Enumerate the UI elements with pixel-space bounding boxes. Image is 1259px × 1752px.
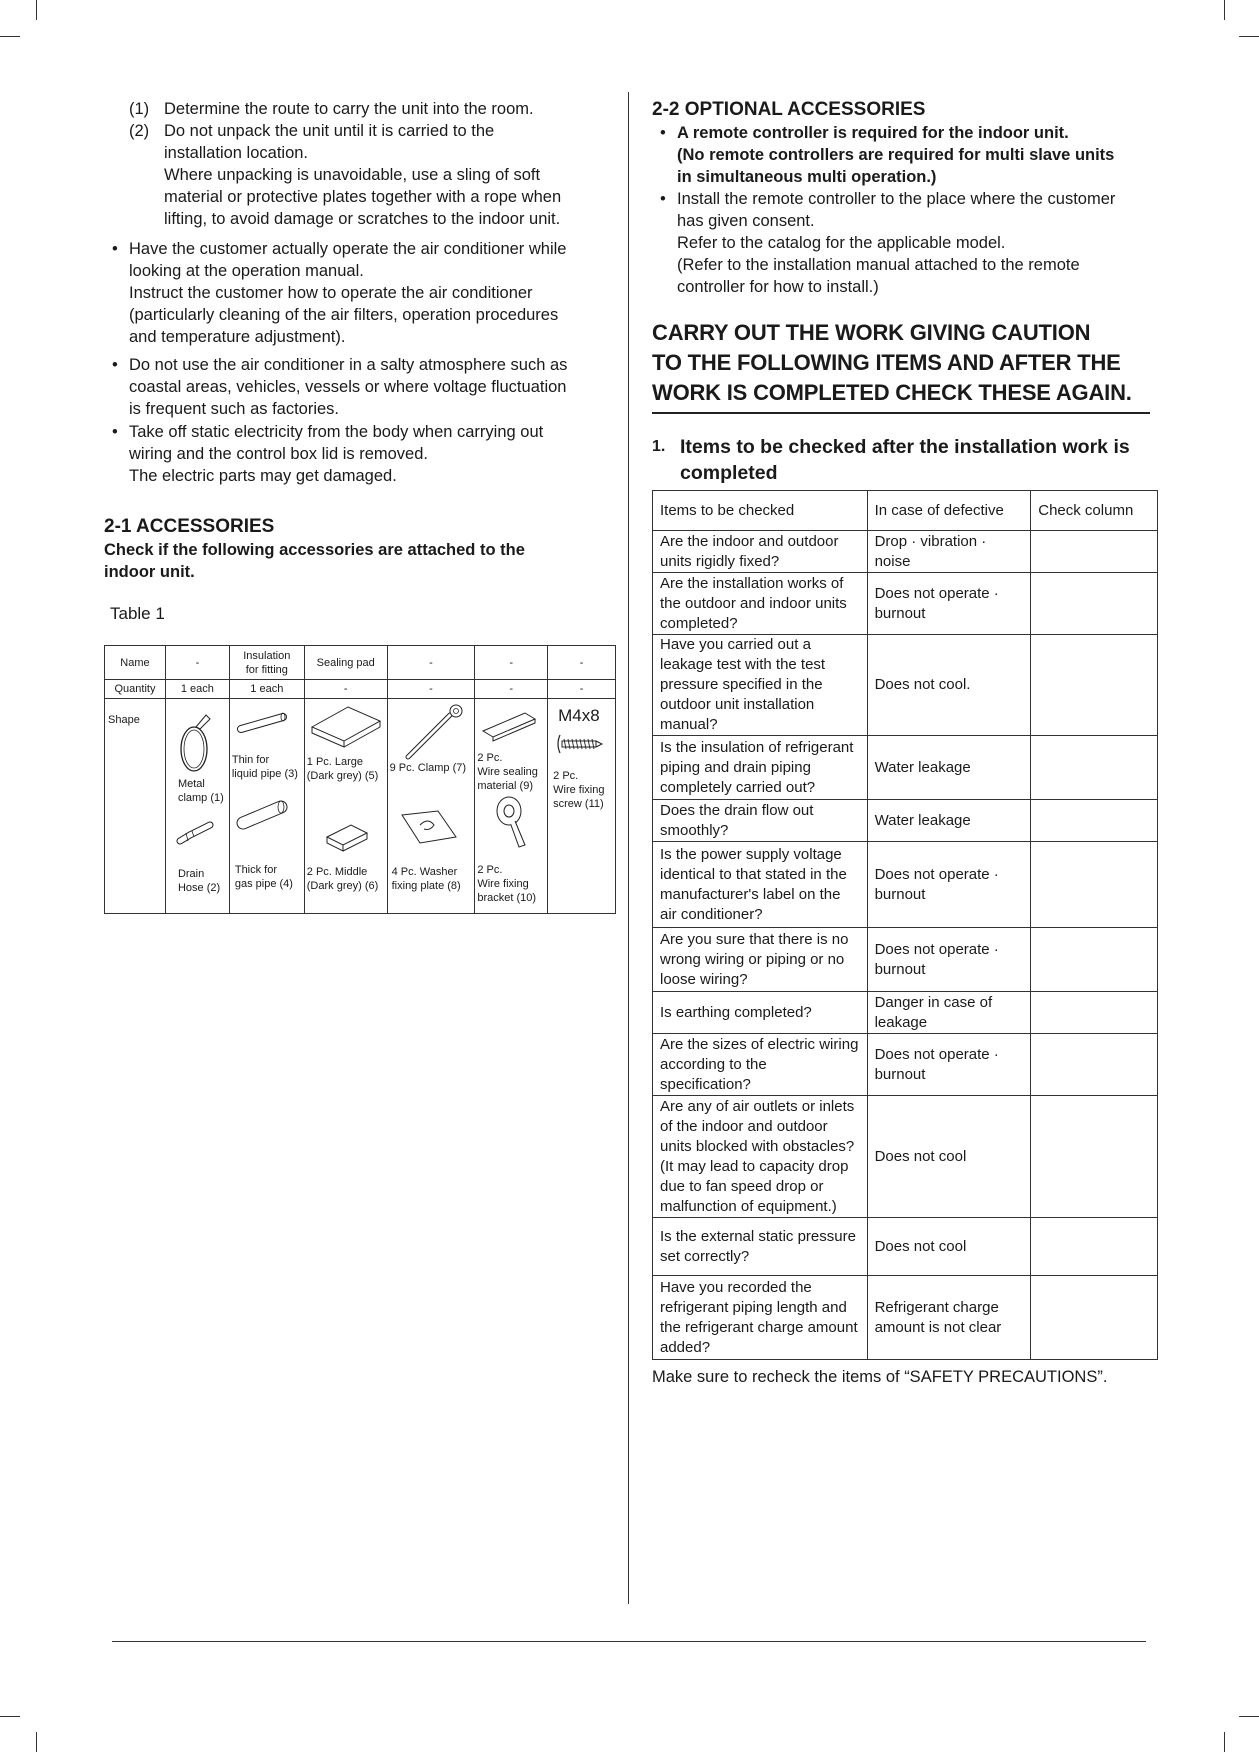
check-column-cell[interactable] bbox=[1031, 1276, 1158, 1360]
check-item-cell: Does the drain flow out smoothly? bbox=[653, 800, 868, 842]
left-column bbox=[104, 98, 616, 914]
column-header: Check column bbox=[1031, 491, 1158, 531]
bullet-dot: • bbox=[660, 190, 666, 208]
bullet-dot: • bbox=[112, 423, 118, 441]
crop-mark bbox=[0, 1716, 20, 1717]
large-pad-label: 1 Pc. Large (Dark grey) (5) bbox=[306, 756, 379, 782]
caution-heading bbox=[652, 318, 1150, 414]
shape-cell bbox=[475, 699, 548, 914]
thick-pipe-insulation-icon bbox=[235, 797, 295, 831]
table-row bbox=[653, 736, 1158, 800]
bullet-text: (No remote controllers are required for multi slave units bbox=[677, 146, 1115, 164]
crop-mark bbox=[0, 36, 20, 37]
check-item-cell: Have you recorded the refrigerant piping length and the refrigerant charge amount added? bbox=[653, 1276, 868, 1360]
accessories-table bbox=[104, 645, 616, 914]
bullet-text: in simultaneous multi operation.) bbox=[677, 168, 937, 186]
check-heading-number: 1. bbox=[652, 438, 666, 455]
shape-cell bbox=[165, 699, 229, 914]
check-column-cell[interactable] bbox=[1031, 573, 1158, 635]
shape-cell bbox=[229, 699, 304, 914]
name-cell: - bbox=[165, 646, 229, 680]
check-column-cell[interactable] bbox=[1031, 531, 1158, 573]
crop-mark bbox=[1224, 0, 1225, 20]
table-row bbox=[653, 1218, 1158, 1276]
table-row bbox=[653, 1034, 1158, 1096]
bullet-item bbox=[104, 421, 616, 487]
table-row bbox=[653, 842, 1158, 928]
column-header: Items to be checked bbox=[653, 491, 868, 531]
check-item-cell: Are the installation works of the outdoor and indoor units completed? bbox=[653, 573, 868, 635]
check-item-cell: Is the power supply voltage identical to that stated in the manufacturer's label on the air conditioner? bbox=[653, 842, 868, 928]
step-text: Determine the route to carry the unit into the room. bbox=[164, 100, 534, 118]
bullet-dot: • bbox=[112, 356, 118, 374]
drain-hose-icon bbox=[176, 817, 216, 851]
check-item-cell: Are you sure that there is no wrong wiring or piping or no loose wiring? bbox=[653, 928, 868, 992]
large-sealing-pad-icon bbox=[308, 703, 384, 751]
bullet-text: (particularly cleaning of the air filters, operation procedures bbox=[129, 306, 559, 324]
check-item-cell: Have you carried out a leakage test with the test pressure specified in the outdoor unit installation manual? bbox=[653, 635, 868, 736]
thin-pipe-label: Thin for liquid pipe (3) bbox=[231, 754, 298, 780]
caution-line: WORK IS COMPLETED CHECK THESE AGAIN. bbox=[652, 380, 1132, 405]
washer-plate-icon bbox=[398, 807, 462, 851]
check-heading bbox=[652, 434, 1152, 486]
wire-bracket-label: 2 Pc. Wire fixing bracket (10) bbox=[477, 864, 537, 904]
bullet-dot: • bbox=[660, 124, 666, 142]
wire-sealing-label: 2 Pc. Wire sealing material (9) bbox=[477, 752, 538, 792]
quantity-cell: - bbox=[548, 680, 616, 699]
check-heading-line: completed bbox=[680, 462, 778, 484]
check-item-cell: Is the external static pressure set correctly? bbox=[653, 1218, 868, 1276]
defect-cell: Water leakage bbox=[867, 736, 1031, 800]
bullet-text: Do not use the air conditioner in a salty atmosphere such as bbox=[129, 356, 568, 374]
bullet-text: and temperature adjustment). bbox=[129, 328, 346, 346]
middle-pad-label: 2 Pc. Middle (Dark grey) (6) bbox=[306, 866, 379, 892]
crop-mark bbox=[1239, 1716, 1259, 1717]
defect-cell: Drop · vibration · noise bbox=[867, 531, 1031, 573]
defect-cell: Does not operate · burnout bbox=[867, 573, 1031, 635]
check-column-cell[interactable] bbox=[1031, 1034, 1158, 1096]
quantity-cell: - bbox=[387, 680, 475, 699]
bullet-text: has given consent. bbox=[677, 212, 815, 230]
step-text: Do not unpack the unit until it is carried to the bbox=[164, 122, 495, 140]
step-text: installation location. bbox=[164, 144, 309, 162]
check-item-cell: Are the indoor and outdoor units rigidly fixed? bbox=[653, 531, 868, 573]
screw-size-label: M4x8 bbox=[558, 706, 600, 725]
accessories-heading: 2-1 ACCESSORIES bbox=[104, 516, 275, 537]
check-item-cell: Are any of air outlets or inlets of the indoor and outdoor units blocked with obstacles? (It may lead to capacity drop due to fan speed drop or malfunction of equipment.) bbox=[653, 1096, 868, 1218]
step-number: (2) bbox=[129, 122, 150, 140]
name-cell: - bbox=[387, 646, 475, 680]
bullet-text: Have the customer actually operate the air conditioner while bbox=[129, 240, 567, 258]
bullet-text: Install the remote controller to the place where the customer bbox=[677, 190, 1116, 208]
row-label: Shape bbox=[105, 699, 166, 914]
defect-cell: Water leakage bbox=[867, 800, 1031, 842]
accessories-subheading: indoor unit. bbox=[104, 563, 195, 581]
shape-cell bbox=[548, 699, 616, 914]
table-header-row bbox=[653, 491, 1158, 531]
right-column bbox=[652, 98, 1152, 1388]
footer-rule bbox=[112, 1641, 1146, 1642]
bullet-text: controller for how to install.) bbox=[677, 278, 879, 296]
metal-clamp-icon bbox=[176, 707, 216, 777]
table-row bbox=[653, 800, 1158, 842]
step-1 bbox=[129, 98, 616, 120]
bullet-text: (Refer to the installation manual attached to the remote bbox=[677, 256, 1080, 274]
bullet-item bbox=[652, 122, 1152, 188]
bullet-text: is frequent such as factories. bbox=[129, 400, 340, 418]
shape-row bbox=[105, 699, 616, 914]
quantity-cell: - bbox=[475, 680, 548, 699]
row-label: Name bbox=[105, 646, 166, 680]
recheck-note: Make sure to recheck the items of “SAFETY PRECAUTIONS”. bbox=[652, 1368, 1108, 1386]
check-column-cell[interactable] bbox=[1031, 635, 1158, 736]
defect-cell: Does not operate · burnout bbox=[867, 928, 1031, 992]
check-item-cell: Is the insulation of refrigerant piping and drain piping completely carried out? bbox=[653, 736, 868, 800]
steps-list bbox=[129, 98, 616, 230]
defect-cell: Does not operate · burnout bbox=[867, 1034, 1031, 1096]
clamp-label: 9 Pc. Clamp (7) bbox=[389, 762, 467, 774]
check-table bbox=[652, 490, 1158, 1360]
name-cell: Sealing pad bbox=[304, 646, 387, 680]
table-row bbox=[653, 1276, 1158, 1360]
column-header: In case of defective bbox=[867, 491, 1031, 531]
step-number: (1) bbox=[129, 100, 150, 118]
check-column-cell[interactable] bbox=[1031, 1096, 1158, 1218]
quantity-cell: 1 each bbox=[165, 680, 229, 699]
defect-cell: Does not cool bbox=[867, 1218, 1031, 1276]
table-label: Table 1 bbox=[110, 604, 165, 623]
metal-clamp-label: Metal clamp (1) bbox=[177, 778, 224, 804]
table-row bbox=[653, 928, 1158, 992]
check-heading-line: Items to be checked after the installation work is bbox=[680, 436, 1130, 458]
screw-label: 2 Pc. Wire fixing screw (11) bbox=[553, 770, 605, 810]
check-column-cell[interactable] bbox=[1031, 928, 1158, 992]
clamp-tie-icon bbox=[400, 703, 470, 765]
check-column-cell[interactable] bbox=[1031, 800, 1158, 842]
table-row bbox=[653, 531, 1158, 573]
defect-cell: Does not cool bbox=[867, 1096, 1031, 1218]
crop-mark bbox=[1224, 1732, 1225, 1752]
name-cell: - bbox=[548, 646, 616, 680]
row-label: Quantity bbox=[105, 680, 166, 699]
wire-fixing-bracket-icon bbox=[485, 791, 535, 849]
screw-icon bbox=[556, 733, 606, 755]
caution-line: CARRY OUT THE WORK GIVING CAUTION bbox=[652, 320, 1091, 345]
bullet-dot: • bbox=[112, 240, 118, 258]
step-2 bbox=[129, 120, 616, 230]
optional-accessories-heading: 2-2 OPTIONAL ACCESSORIES bbox=[652, 99, 926, 120]
check-item-cell: Is earthing completed? bbox=[653, 992, 868, 1034]
bullet-item bbox=[104, 354, 616, 420]
bullet-text: A remote controller is required for the indoor unit. bbox=[677, 124, 1069, 142]
check-column-cell[interactable] bbox=[1031, 736, 1158, 800]
bullet-text: Instruct the customer how to operate the air conditioner bbox=[129, 284, 533, 302]
bullet-text: The electric parts may get damaged. bbox=[129, 467, 397, 485]
check-column-cell[interactable] bbox=[1031, 842, 1158, 928]
bullet-text: wiring and the control box lid is removed. bbox=[129, 445, 428, 463]
check-column-cell[interactable] bbox=[1031, 1218, 1158, 1276]
table-row bbox=[653, 573, 1158, 635]
defect-cell: Refrigerant charge amount is not clear bbox=[867, 1276, 1031, 1360]
quantity-cell: - bbox=[304, 680, 387, 699]
name-cell: - bbox=[475, 646, 548, 680]
crop-mark bbox=[1239, 36, 1259, 37]
column-divider bbox=[628, 92, 629, 1604]
check-item-cell: Are the sizes of electric wiring according to the specification? bbox=[653, 1034, 868, 1096]
washer-label: 4 Pc. Washer fixing plate (8) bbox=[391, 866, 461, 892]
step-text: material or protective plates together with a rope when bbox=[164, 188, 562, 206]
check-column-cell[interactable] bbox=[1031, 992, 1158, 1034]
quantity-cell: 1 each bbox=[229, 680, 304, 699]
defect-cell: Does not operate · burnout bbox=[867, 842, 1031, 928]
middle-sealing-pad-icon bbox=[323, 821, 373, 855]
defect-cell: Does not cool. bbox=[867, 635, 1031, 736]
step-text: Where unpacking is unavoidable, use a sling of soft bbox=[164, 166, 541, 184]
name-row bbox=[105, 646, 616, 680]
quantity-row bbox=[105, 680, 616, 699]
defect-cell: Danger in case of leakage bbox=[867, 992, 1031, 1034]
step-text: lifting, to avoid damage or scratches to the indoor unit. bbox=[164, 210, 561, 228]
shape-cell bbox=[304, 699, 387, 914]
bullet-item bbox=[104, 238, 616, 348]
thin-pipe-insulation-icon bbox=[235, 711, 295, 735]
table-row bbox=[653, 1096, 1158, 1218]
bullet-text: looking at the operation manual. bbox=[129, 262, 364, 280]
crop-mark bbox=[36, 0, 37, 20]
name-cell: Insulation for fitting bbox=[229, 646, 304, 680]
check-table-body bbox=[653, 491, 1158, 1360]
bullet-text: Refer to the catalog for the applicable model. bbox=[677, 234, 1006, 252]
caution-line: TO THE FOLLOWING ITEMS AND AFTER THE bbox=[652, 350, 1121, 375]
table-row bbox=[653, 635, 1158, 736]
accessories-subheading: Check if the following accessories are attached to the bbox=[104, 541, 525, 559]
table-row bbox=[653, 992, 1158, 1034]
shape-cell bbox=[387, 699, 475, 914]
drain-hose-label: Drain Hose (2) bbox=[177, 868, 221, 894]
crop-mark bbox=[36, 1732, 37, 1752]
thick-pipe-label: Thick for gas pipe (4) bbox=[234, 864, 293, 890]
wire-sealing-material-icon bbox=[479, 709, 543, 743]
bullet-text: Take off static electricity from the body when carrying out bbox=[129, 423, 544, 441]
bullet-item bbox=[652, 188, 1152, 298]
bullet-text: coastal areas, vehicles, vessels or where voltage fluctuation bbox=[129, 378, 567, 396]
